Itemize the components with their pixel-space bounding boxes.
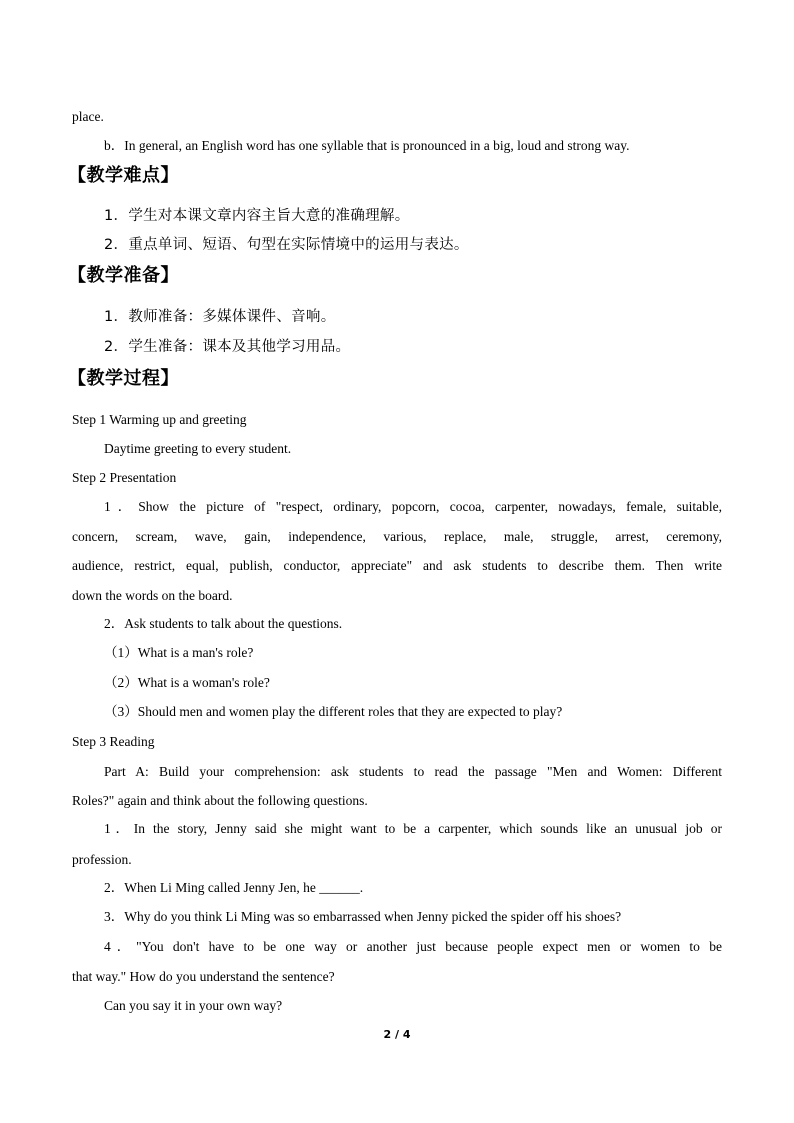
reading-question-1-line-1: 1．In the story, Jenny said she might want to be a carpenter, which sounds like an unusual job or <box>104 821 722 836</box>
step-3-title: Step 3 Reading <box>72 734 155 749</box>
question-3: （3）Should men and women play the different roles that they are expected to play? <box>104 704 563 719</box>
part-a-line-1: Part A: Build your comprehension: ask students to read the passage "Men and Women: Different <box>104 764 722 779</box>
step-1-title: Step 1 Warming up and greeting <box>72 412 247 427</box>
step-1-text: Daytime greeting to every student. <box>104 441 292 456</box>
step-2-title: Step 2 Presentation <box>72 470 177 485</box>
preparation-item-2: 2．学生准备：课本及其他学习用品。 <box>104 339 351 355</box>
step-2-paragraph-1-line-4: down the words on the board. <box>72 588 233 603</box>
reading-question-5: Can you say it in your own way? <box>104 998 283 1013</box>
section-heading-preparation: 【教学准备】 <box>68 265 179 286</box>
reading-question-4-line-1: 4．"You don't have to be one way or another just because people expect men or women to be <box>104 939 722 954</box>
section-heading-difficulties: 【教学难点】 <box>68 165 179 186</box>
page-number: 2 / 4 <box>383 1028 411 1041</box>
paragraph-fragment: place. <box>72 109 104 124</box>
difficulty-item-1: 1．学生对本课文章内容主旨大意的准确理解。 <box>104 208 410 224</box>
question-1: （1）What is a man's role? <box>104 645 254 660</box>
question-2: （2）What is a woman's role? <box>104 675 270 690</box>
paragraph-b: b．In general, an English word has one syllable that is pronounced in a big, loud and strong way. <box>104 138 630 153</box>
section-heading-process: 【教学过程】 <box>68 368 179 389</box>
step-2-paragraph-2: 2．Ask students to talk about the questions. <box>104 616 343 631</box>
reading-question-4-line-2: that way." How do you understand the sentence? <box>72 969 335 984</box>
preparation-item-1: 1．教师准备：多媒体课件、音响。 <box>104 309 336 325</box>
reading-question-2: 2．When Li Ming called Jenny Jen, he ______. <box>104 880 364 895</box>
step-2-paragraph-1-line-3: audience, restrict, equal, publish, conductor, appreciate" and ask students to describe them. Then write <box>72 558 722 573</box>
reading-question-3: 3．Why do you think Li Ming was so embarrassed when Jenny picked the spider off his shoes? <box>104 909 622 924</box>
step-2-paragraph-1-line-2: concern, scream, wave, gain, independence, various, replace, male, struggle, arrest, ceremony, <box>72 529 722 544</box>
step-2-paragraph-1-line-1: 1．Show the picture of "respect, ordinary, popcorn, cocoa, carpenter, nowadays, female, suitable, <box>104 499 722 514</box>
reading-question-1-line-2: profession. <box>72 852 132 867</box>
part-a-line-2: Roles?" again and think about the following questions. <box>72 793 368 808</box>
difficulty-item-2: 2．重点单词、短语、句型在实际情境中的运用与表达。 <box>104 237 469 253</box>
